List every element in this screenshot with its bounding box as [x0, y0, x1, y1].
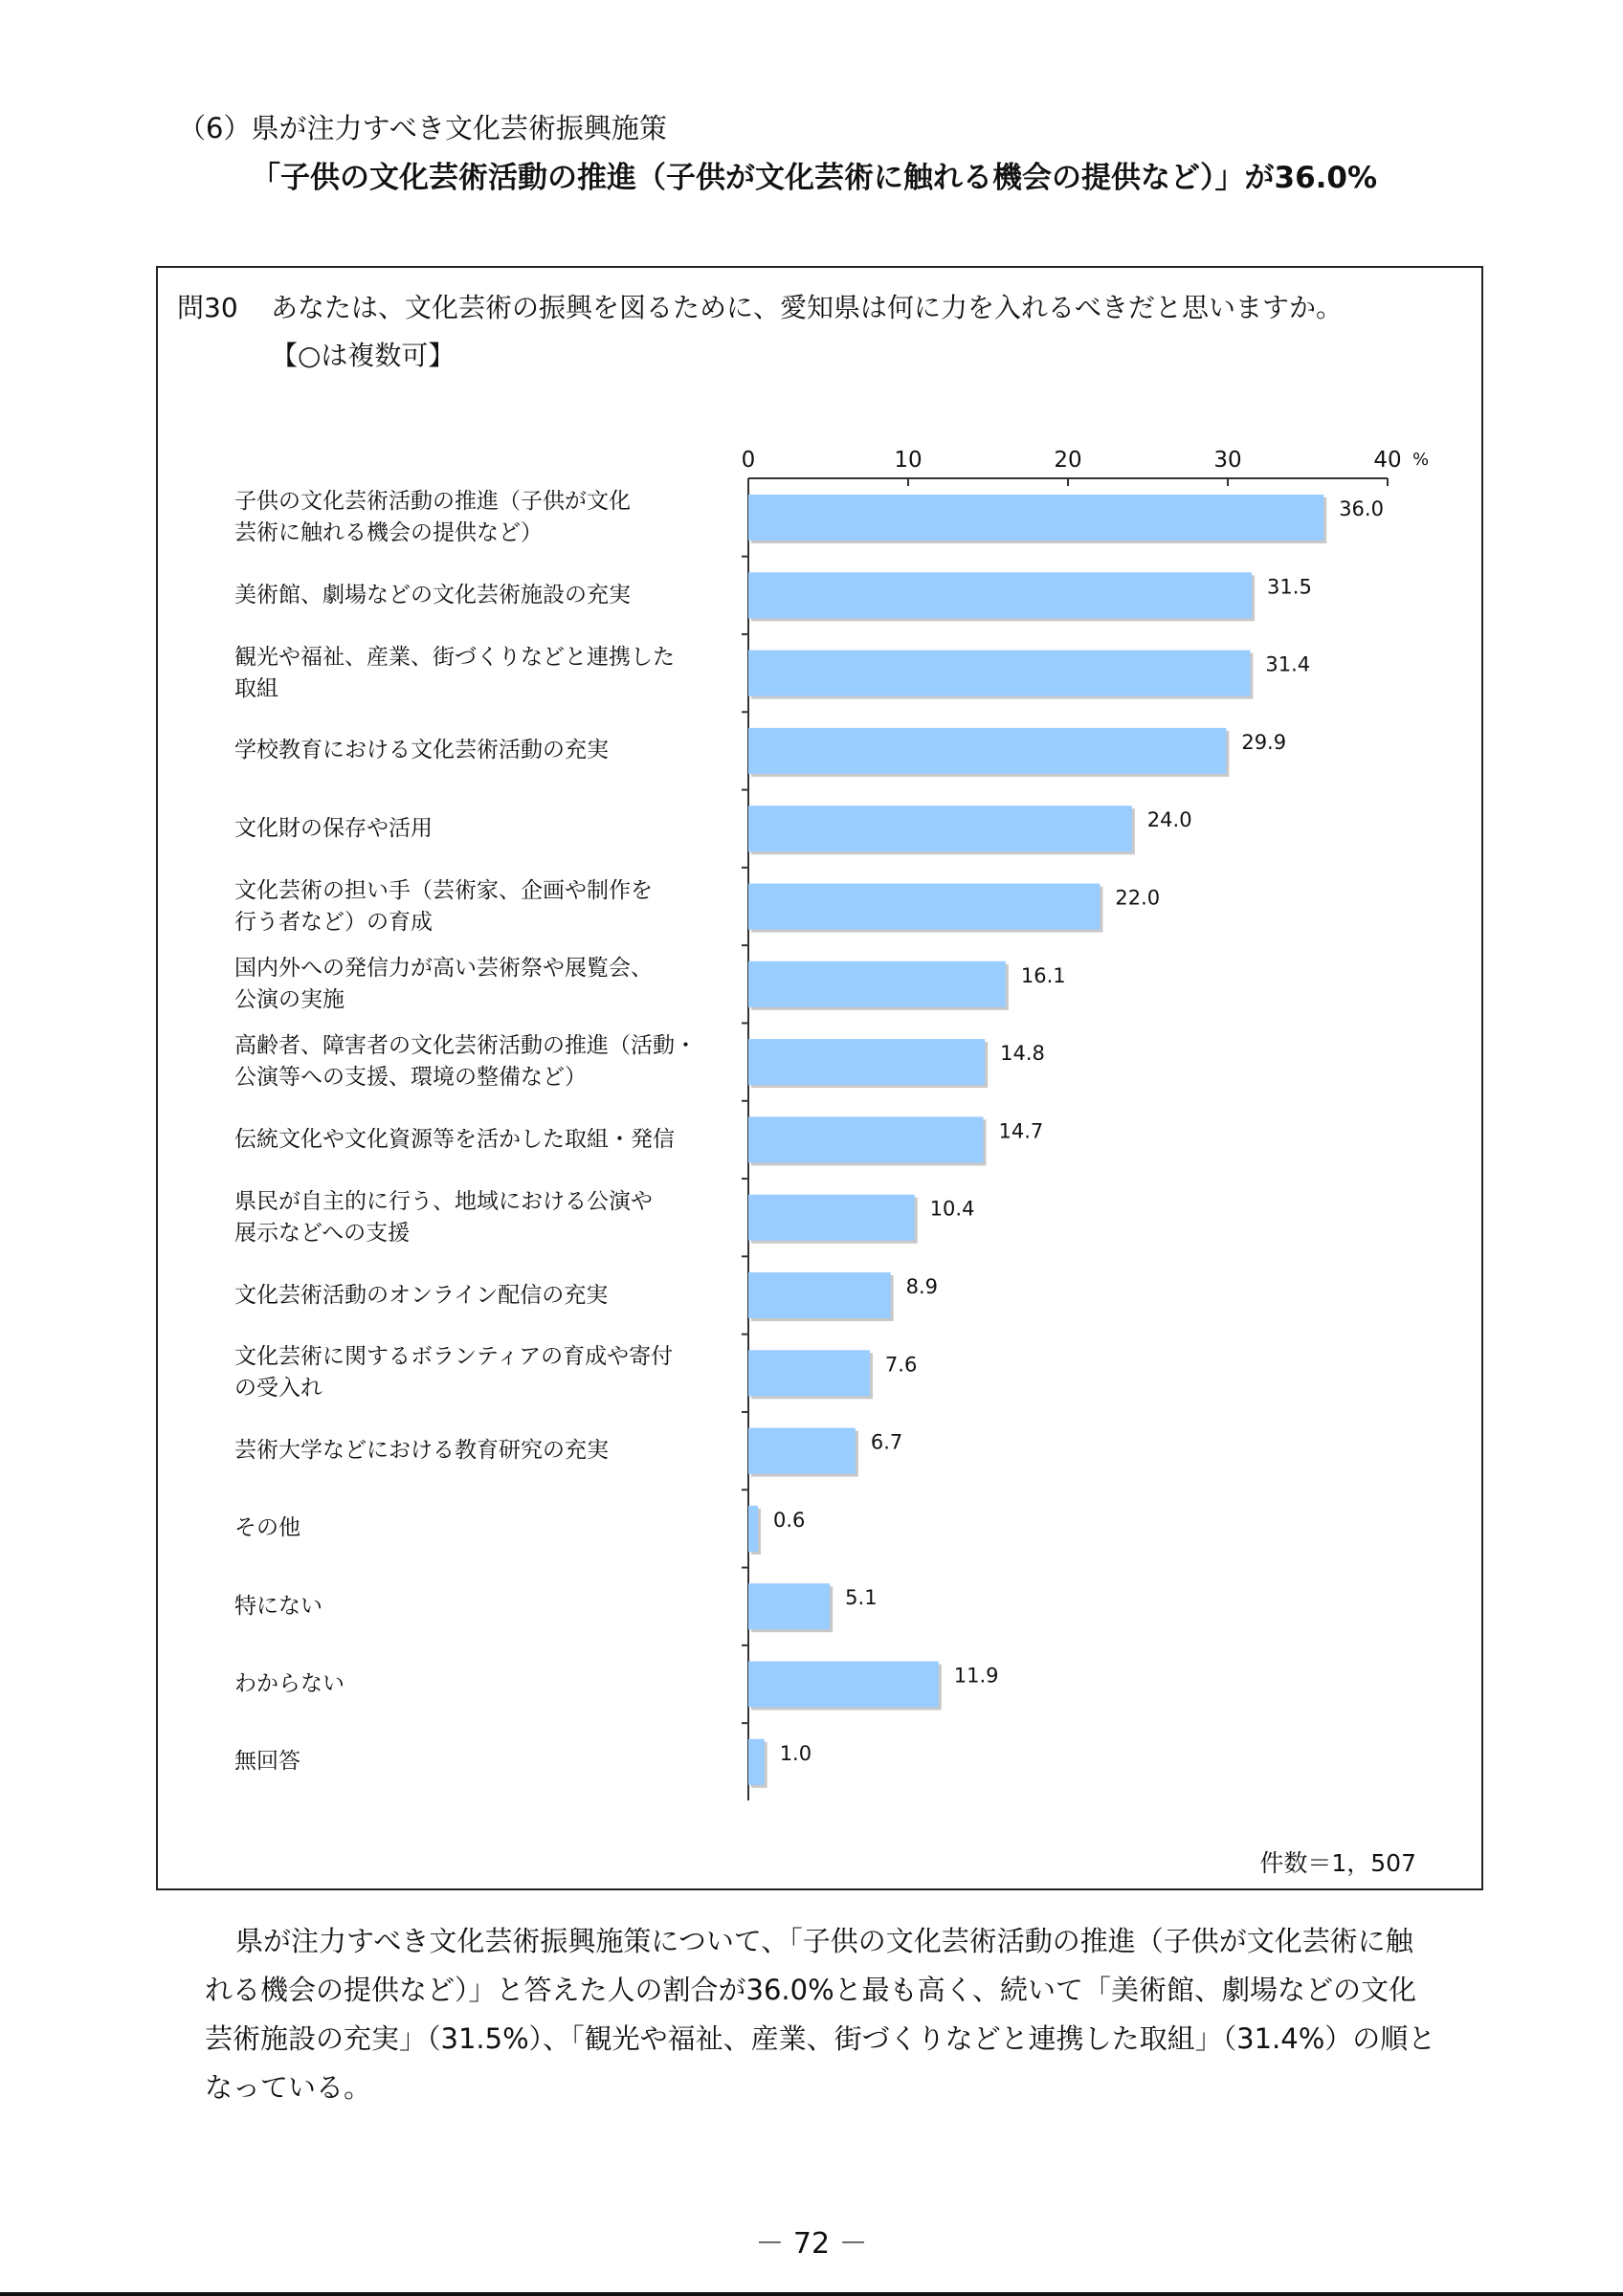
category-label-line: 高齢者、障害者の文化芸術活動の推進（活動・	[234, 1033, 697, 1059]
summary-line: れる機会の提供など）」と答えた人の割合が36.0%と最も高く、続いて「美術館、劇場などの文化	[205, 1974, 1417, 2006]
bar	[748, 1506, 758, 1552]
x-tick-label: 40	[1373, 448, 1402, 473]
bar	[748, 1583, 830, 1629]
question-text: あなたは、文化芸術の振興を図るために、愛知県は何に力を入れるべきだと思いますか。	[271, 292, 1344, 323]
category-label-line: 公演の実施	[234, 986, 345, 1012]
data-label: 0.6	[773, 1508, 806, 1532]
bar	[748, 1039, 985, 1085]
data-label: 14.7	[998, 1119, 1044, 1143]
data-label: 14.8	[1000, 1042, 1045, 1066]
category-label-line: 文化芸術に関するボランティアの育成や寄付	[234, 1344, 674, 1370]
summary-text	[205, 1917, 1449, 2112]
category-label-line: 文化芸術の担い手（芸術家、企画や制作を	[234, 877, 653, 903]
summary-line: 芸術施設の充実」（31.5%）、「観光や福祉、産業、街づくりなどと連携した取組」（31.4%）の順と	[205, 2022, 1436, 2055]
x-axis-unit: %	[1412, 450, 1430, 470]
question-number: 問30	[177, 292, 238, 323]
category-label-line: 文化財の保存や活用	[234, 815, 433, 841]
bar	[748, 884, 1100, 930]
category-label-line: 芸術に触れる機会の提供など）	[234, 520, 543, 545]
category-label-line: 県民が自主的に行う、地域における公演や	[234, 1188, 653, 1214]
category-label-line: 学校教育における文化芸術活動の充実	[234, 738, 609, 763]
summary-line: 県が注力すべき文化芸術振興施策について、「子供の文化芸術活動の推進（子供が文化芸術に触	[235, 1925, 1413, 1957]
category-label-line: 子供の文化芸術活動の推進（子供が文化	[234, 489, 631, 514]
bar	[748, 1662, 939, 1708]
category-label-line: 無回答	[234, 1749, 300, 1775]
bottom-rule	[0, 2292, 1623, 2296]
data-label: 29.9	[1241, 730, 1287, 754]
bar	[748, 1350, 870, 1396]
data-label: 16.1	[1020, 963, 1066, 987]
bar	[748, 1428, 856, 1474]
bar	[748, 651, 1250, 696]
data-label: 8.9	[905, 1275, 939, 1298]
bar	[748, 1739, 765, 1785]
category-label-line: 公演等への支援、環境の整備など）	[234, 1065, 587, 1091]
bar	[748, 572, 1252, 618]
data-label: 31.4	[1265, 652, 1311, 676]
data-label: 1.0	[779, 1741, 812, 1765]
data-label: 7.6	[884, 1353, 918, 1377]
category-label-line: 伝統文化や文化資源等を活かした取組・発信	[234, 1126, 675, 1152]
sample-size: 件数＝1，507	[1259, 1849, 1416, 1877]
category-label-line: 観光や福祉、産業、街づくりなどと連携した	[234, 644, 675, 670]
data-label: 31.5	[1267, 575, 1312, 599]
summary-line: なっている。	[205, 2071, 372, 2104]
category-label-line: 行う者など）の育成	[234, 909, 433, 935]
category-label-line: 特にない	[234, 1593, 322, 1619]
question-note: 【○は複数可】	[271, 340, 456, 371]
category-label-line: 取組	[234, 675, 278, 701]
x-tick-label: 10	[894, 448, 923, 473]
category-label-line: 美術館、劇場などの文化芸術施設の充実	[234, 582, 631, 607]
data-label: 5.1	[845, 1586, 878, 1610]
x-tick-label: 20	[1054, 448, 1082, 473]
headline: 「子供の文化芸術活動の推進（子供が文化芸術に触れる機会の提供など）」が36.0%	[251, 161, 1378, 195]
category-label-line: 展示などへの支援	[234, 1220, 411, 1246]
data-label: 6.7	[870, 1430, 903, 1454]
data-label: 36.0	[1339, 497, 1384, 520]
data-label: 10.4	[929, 1197, 975, 1221]
x-tick-label: 30	[1213, 448, 1242, 473]
data-label: 24.0	[1146, 808, 1192, 832]
bar	[748, 1195, 915, 1241]
section-heading: （6）県が注力すべき文化芸術振興施策	[178, 112, 667, 144]
bar	[748, 806, 1132, 851]
category-label-line: わからない	[234, 1671, 345, 1696]
data-label: 11.9	[953, 1664, 999, 1688]
category-label-line: 国内外への発信力が高い芸術祭や展覧会、	[234, 955, 653, 981]
bar	[748, 961, 1006, 1007]
category-label-line: の受入れ	[234, 1376, 322, 1402]
category-label-line: 文化芸術活動のオンライン配信の充実	[234, 1282, 609, 1308]
page-number: － 72 －	[755, 2227, 868, 2261]
bar	[748, 495, 1323, 541]
bar	[748, 728, 1226, 774]
bar	[748, 1272, 891, 1318]
category-label-line: 芸術大学などにおける教育研究の充実	[234, 1438, 609, 1464]
data-label: 22.0	[1115, 886, 1161, 910]
category-label-line: その他	[234, 1515, 300, 1541]
x-tick-label: 0	[741, 448, 756, 473]
bar	[748, 1116, 983, 1162]
